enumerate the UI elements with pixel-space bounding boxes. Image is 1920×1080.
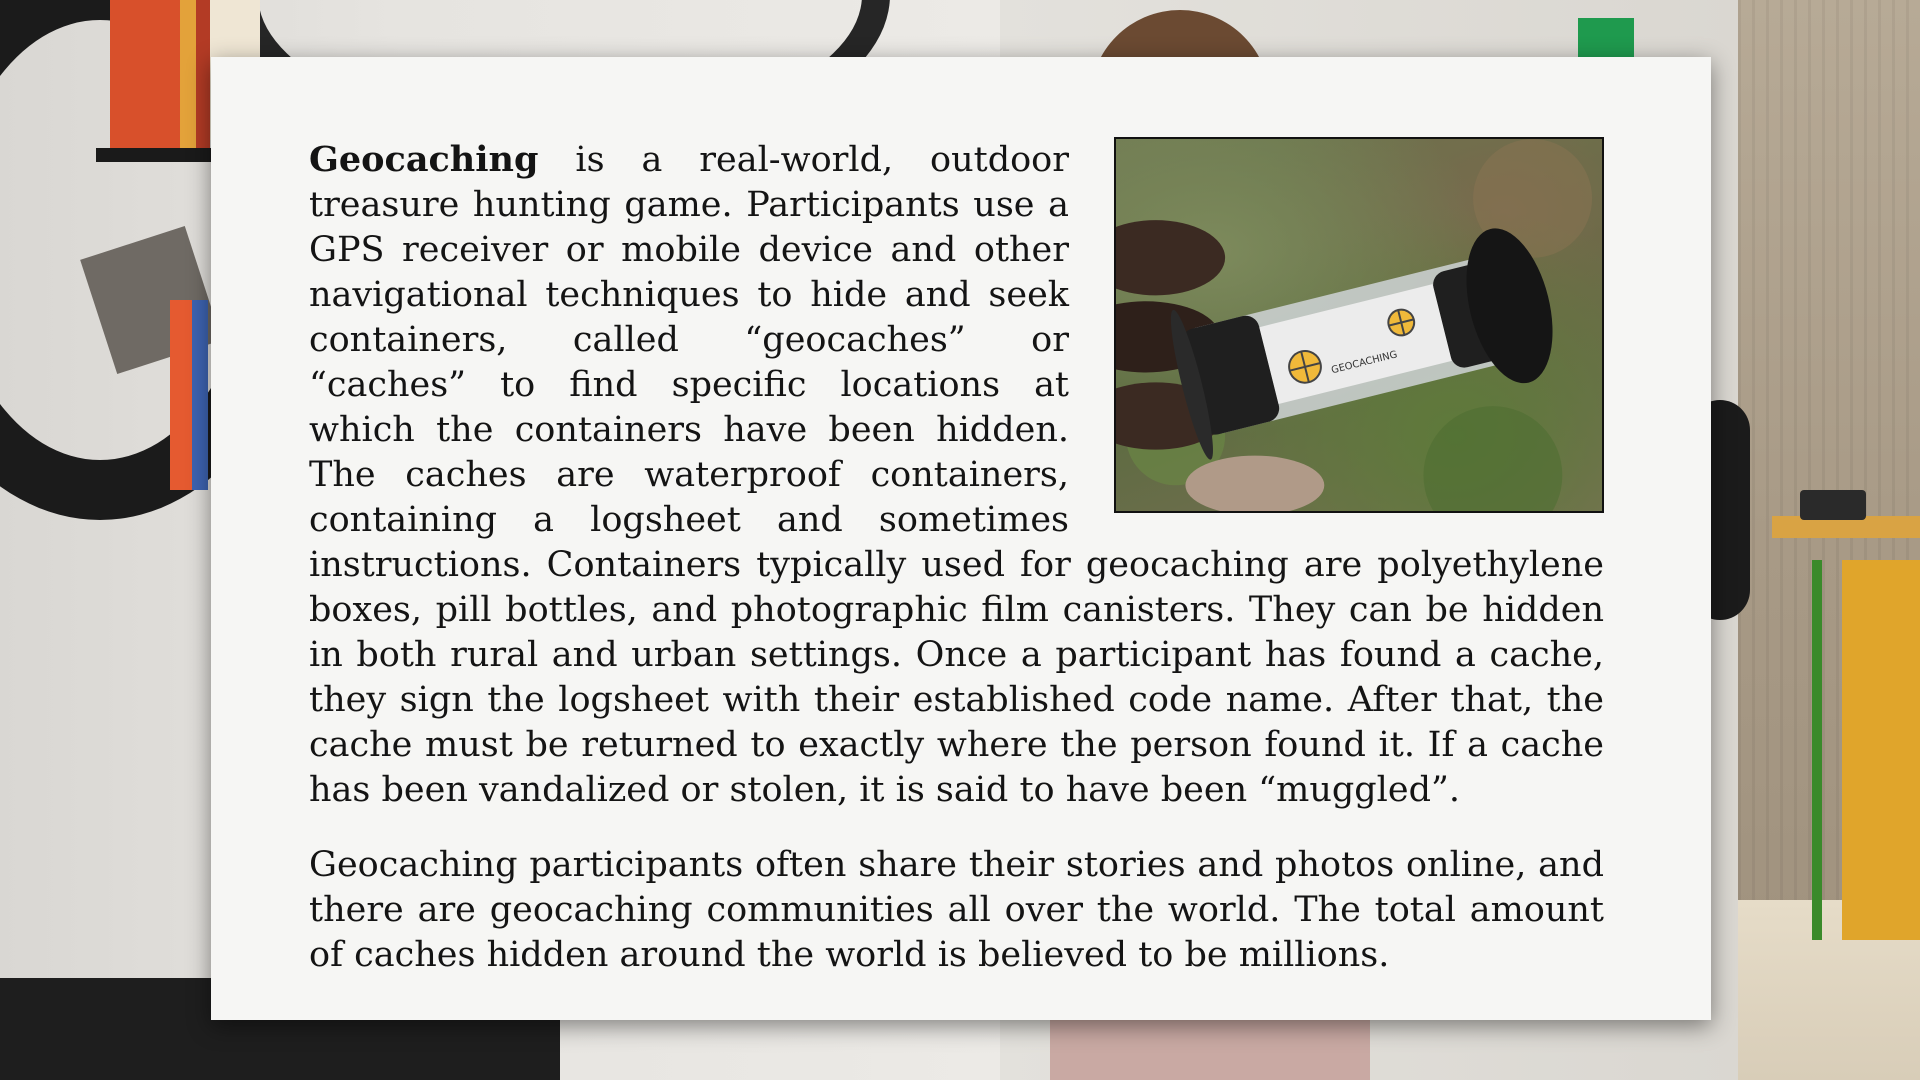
yellow-cart <box>1842 560 1920 940</box>
document-body <box>309 137 1604 978</box>
book <box>192 300 208 490</box>
paragraph-1-text: is a real-world, outdoor treasure hunting game. Participants use a GPS receiver or mobile device and other navigational techniques to hide and seek containers, called “geocaches” or “caches” to find specific locations at which the containers have been hidden. The caches are waterproof containers, containing a logsheet and sometimes instructions. Containers typically used for geocaching are polyethylene boxes, pill bottles, and photographic film canisters. They can be hidden in both rural and urban settings. Once a participant has found a cache, they sign the logsheet with their established code name. After that, the cache must be returned to exactly where the person found it. If a cache has been vandalized or stolen, it is said to have been “muggled”. <box>309 140 1604 810</box>
paragraph-2: Geocaching participants often share their stories and photos online, and there are geocaching communities all over the world. The total amount of caches hidden around the world is believed to be millions. <box>309 845 1604 975</box>
container-label: GEOCACHING <box>1330 349 1399 377</box>
book <box>196 0 210 150</box>
geocache-photo <box>1114 137 1604 513</box>
person-shirt <box>1050 1010 1370 1080</box>
cart-rail <box>1812 560 1822 940</box>
geocache-container-icon <box>1116 139 1602 511</box>
book <box>110 0 180 150</box>
document-card <box>211 57 1711 1020</box>
term-geocaching: Geocaching <box>309 139 539 180</box>
book <box>180 0 196 150</box>
book <box>170 300 192 490</box>
printer <box>1800 490 1866 520</box>
